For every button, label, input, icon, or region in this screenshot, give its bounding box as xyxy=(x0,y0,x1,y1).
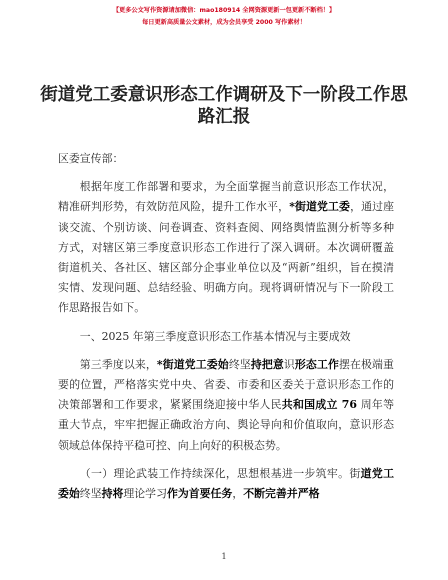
paragraph-subsection-1 xyxy=(58,464,394,504)
promo-banner-line-2: 每日更新高质量公文素材，成为会员享受 2000 写作素材！ xyxy=(142,19,306,26)
promo-banner-line-1: 【更多公文写作资源请加微信：mao180914 全网资源更新一包更新不断档！】 xyxy=(112,7,336,14)
text-run: *街道党工委 xyxy=(289,200,351,214)
text-run: 摆在极端重要的位置，严格落实党中央、省委、市委和区委关于意识形态工作的决策部署和工作要求，紧紧围绕迎接中华人民 xyxy=(58,357,394,412)
text-run: 识 xyxy=(283,357,295,371)
text-run: 一、2025 年第三季度意识形态工作基本情况与主要成效 xyxy=(79,329,351,343)
text-run: 根据年度工作部署和要求，为全面掌握当前意识形态工作状况，精准研判形势，有效防范风险，提升工作水平， xyxy=(58,180,394,214)
paragraph-overview xyxy=(58,355,394,456)
text-run: 共和国成立 76 xyxy=(281,398,357,412)
text-run: （一）理论武装工作持续深化，思想根基进一步筑牢。街 xyxy=(79,466,361,480)
salutation: 区委宣传部： xyxy=(58,152,124,165)
document-title: 街道党工委意识形态工作调研及下一阶段工作思路汇报 xyxy=(40,85,408,127)
text-run: 终坚 xyxy=(79,487,102,501)
text-run: 形态工作 xyxy=(294,357,339,371)
text-run: 持将 xyxy=(101,487,124,501)
text-run: ，通过座谈交流、个别访谈、问卷调查、资料查阅、网络舆情监测分析等多种方式，对辖区第三季度意识形态工作进行了深入调研。本次调研覆盖街道机关、各社区、辖区部分企事业单位以及“两新”组织，旨在摸清实情、发现问题、总结经验、明确方向。现将调研情况与下一阶段工作思路报告如下。 xyxy=(58,200,394,315)
text-run: 周年等重大节点，牢牢把握正确政治方向、舆论导向和价值取向，意识形态领域总体保持平稳可控、向上向好的积极态势。 xyxy=(58,398,394,452)
text-run: 第三季度以来， xyxy=(79,357,157,371)
text-run: 道党工委始 xyxy=(58,466,394,501)
paragraph-intro xyxy=(58,177,394,318)
section-heading-1 xyxy=(58,327,394,347)
page-number: 1 xyxy=(221,552,227,561)
text-run: 持把意 xyxy=(250,357,284,371)
document-body xyxy=(58,149,394,504)
text-run: 终坚 xyxy=(228,357,251,371)
text-run: ， xyxy=(232,487,244,501)
text-run: 作为首要任务 xyxy=(166,487,233,501)
text-run: *街道党工委始 xyxy=(156,357,229,371)
text-run: 不断完善并严格 xyxy=(243,487,320,501)
text-run: 理论学习 xyxy=(123,487,167,501)
promo-banner xyxy=(0,6,448,28)
